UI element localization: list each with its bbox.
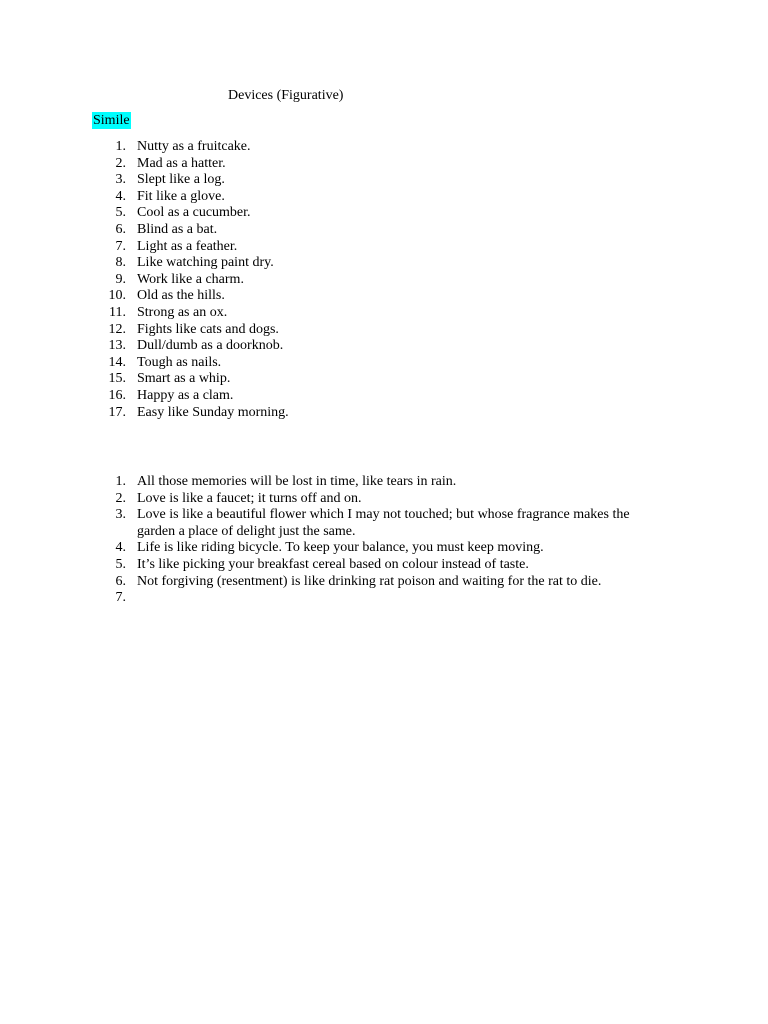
list-item-text: Love is like a beautiful flower which I may not touched; but whose fragrance makes the garden a place of delight just the same. bbox=[137, 507, 630, 539]
list-item-text: Blind as a bat. bbox=[137, 221, 218, 237]
list-item bbox=[90, 189, 690, 206]
list-item-number: 14. bbox=[108, 354, 126, 370]
list-item bbox=[90, 322, 690, 339]
list-item-number: 9. bbox=[115, 271, 126, 287]
list-item-text: Strong as an ox. bbox=[137, 304, 228, 320]
list-item-text: Work like a charm. bbox=[137, 271, 244, 287]
list-item-number: 17. bbox=[108, 404, 126, 420]
list-item-text: Fights like cats and dogs. bbox=[137, 321, 279, 337]
list-item-number: 4. bbox=[115, 188, 126, 204]
list-item-text: Old as the hills. bbox=[137, 288, 225, 304]
list-item-number: 4. bbox=[115, 540, 126, 556]
list-item-number: 7. bbox=[115, 238, 126, 254]
list-item-text: Life is like riding bicycle. To keep your balance, you must keep moving. bbox=[137, 540, 544, 556]
list-item-text: Mad as a hatter. bbox=[137, 155, 226, 171]
list-item-text: Like watching paint dry. bbox=[137, 255, 274, 271]
list-item-text: Love is like a faucet; it turns off and on. bbox=[137, 490, 362, 506]
list-item-number: 6. bbox=[115, 221, 126, 237]
list-item-text: All those memories will be lost in time, like tears in rain. bbox=[137, 474, 457, 489]
list-item-number: 15. bbox=[108, 371, 126, 387]
list-item bbox=[90, 172, 690, 189]
simile-sentence-list bbox=[90, 474, 650, 606]
list-item bbox=[90, 239, 690, 256]
list-item-text: Tough as nails. bbox=[137, 354, 222, 370]
list-item-number: 16. bbox=[108, 387, 126, 403]
list-item bbox=[90, 272, 690, 289]
list-item-number: 12. bbox=[108, 321, 126, 337]
list-item-number: 7. bbox=[115, 590, 126, 606]
list-item bbox=[90, 139, 690, 156]
list-item bbox=[90, 255, 690, 272]
list-item-text: It’s like picking your breakfast cereal based on colour instead of taste. bbox=[137, 556, 529, 572]
list-item bbox=[90, 507, 650, 540]
list-item bbox=[90, 557, 650, 574]
list-item-number: 6. bbox=[115, 573, 126, 589]
list-item-number: 13. bbox=[108, 338, 126, 354]
document-title: Devices (Figurative) bbox=[228, 88, 344, 103]
list-item bbox=[90, 388, 690, 405]
list-item bbox=[90, 355, 690, 372]
list-item-number: 1. bbox=[115, 474, 126, 489]
list-item-number: 2. bbox=[115, 490, 126, 506]
list-item-text: Not forgiving (resentment) is like drinking rat poison and waiting for the rat to die. bbox=[137, 573, 602, 589]
list-item-text: Happy as a clam. bbox=[137, 387, 234, 403]
simile-phrase-list bbox=[90, 139, 690, 421]
list-item-number: 3. bbox=[115, 172, 126, 188]
list-item bbox=[90, 205, 690, 222]
list-item-text: Nutty as a fruitcake. bbox=[137, 139, 251, 154]
list-item-number: 2. bbox=[115, 155, 126, 171]
list-item-text: Dull/dumb as a doorknob. bbox=[137, 338, 284, 354]
list-item bbox=[90, 405, 690, 422]
list-item bbox=[90, 305, 690, 322]
list-item-text: Smart as a whip. bbox=[137, 371, 231, 387]
list-item-number: 3. bbox=[115, 507, 126, 523]
list-item-number: 5. bbox=[115, 205, 126, 221]
list-item bbox=[90, 540, 650, 557]
list-item bbox=[90, 574, 650, 591]
list-item-text: Light as a feather. bbox=[137, 238, 238, 254]
list-item-text: Easy like Sunday morning. bbox=[137, 404, 289, 420]
list-item bbox=[90, 474, 650, 491]
list-item-number: 5. bbox=[115, 556, 126, 572]
section-label-simile: Simile bbox=[93, 113, 130, 128]
list-item-number: 1. bbox=[115, 139, 126, 154]
list-item-number: 11. bbox=[109, 304, 126, 320]
list-item-text: Fit like a glove. bbox=[137, 188, 225, 204]
list-item bbox=[90, 156, 690, 173]
list-item bbox=[90, 338, 690, 355]
list-item bbox=[90, 288, 690, 305]
list-item bbox=[90, 222, 690, 239]
list-item bbox=[90, 491, 650, 508]
list-item-text: Cool as a cucumber. bbox=[137, 205, 251, 221]
list-item-number: 10. bbox=[108, 288, 126, 304]
list-item-number: 8. bbox=[115, 255, 126, 271]
list-item bbox=[90, 371, 690, 388]
list-item-text: Slept like a log. bbox=[137, 172, 225, 188]
